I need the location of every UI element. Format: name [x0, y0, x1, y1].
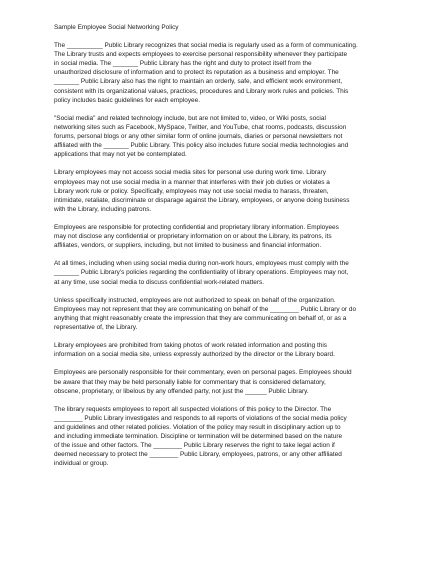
- paragraph-line: _______ Public Library's policies regarding the confidentiality of library operations. Employees may not,: [54, 269, 349, 277]
- paragraph-line: affiliates, vendors, or suppliers, including, but not limited to business and financial information.: [54, 242, 322, 250]
- paragraph-line: individual or group.: [54, 460, 109, 468]
- paragraph-line: employees may not use social media in a manner that interferes with their job duties or violates a: [54, 178, 330, 186]
- paragraph-line: in social media. The _______ Public Library has the right and duty to protect itself from the: [54, 60, 312, 68]
- policy-paragraph: [54, 259, 420, 286]
- paragraph-line: at any time, use social media to discuss confidential work-related matters.: [54, 278, 265, 286]
- document-title: Sample Employee Social Networking Policy: [54, 24, 179, 31]
- policy-paragraph: [54, 368, 420, 395]
- paragraph-line: applications that may not yet be contemplated.: [54, 151, 187, 159]
- policy-paragraph: [54, 405, 420, 469]
- paragraph-line: information on a social media site, unless expressly authorized by the director or the Library board.: [54, 351, 335, 359]
- policy-paragraph: [54, 296, 420, 332]
- paragraph-line: representative of, the Library.: [54, 324, 138, 331]
- paragraph-line: "Social media" and related technology include, but are not limited to, video, or Wiki posts, social: [54, 114, 326, 122]
- policy-body: [54, 41, 420, 468]
- paragraph-line: Employees may not represent that they are communicating on behalf of the ________ Public Library or do: [54, 305, 357, 313]
- paragraph-line: Library employees may not access social media sites for personal use during work time. Library: [54, 169, 326, 177]
- policy-paragraph: [54, 223, 420, 250]
- policy-paragraph: [54, 168, 420, 213]
- policy-paragraph: [54, 114, 420, 159]
- paragraph-line: _______ Public Library also has the right to maintain an orderly, safe, and efficient work environment,: [54, 78, 343, 86]
- paragraph-line: of the issue and other factors. The ________ Public Library reserves the right to take legal action if: [54, 442, 335, 450]
- paragraph-line: and guidelines and other related policies. Violation of the policy may result in disciplinary action up to: [54, 424, 341, 432]
- paragraph-line: with the Library, including patrons.: [54, 205, 152, 213]
- paragraph-line: anything that might reasonably create the impression that they are communicating on behalf of, or as a: [54, 314, 347, 322]
- paragraph-line: networking sites such as Facebook, MySpace, Twitter, and YouTube, chat rooms, podcasts, discussion: [54, 123, 347, 131]
- paragraph-line: intimidate, retaliate, discriminate or disparage against the Library, employees, or anyone doing business: [54, 196, 350, 204]
- paragraph-line: Library work rule or policy. Specifically, employees may not use social media to harass, threaten,: [54, 187, 329, 195]
- paragraph-line: Employees are personally responsible for their commentary, even on personal pages. Employees should: [54, 369, 352, 377]
- paragraph-line: The __________ Public Library recognizes that social media is regularly used as a form of communicating.: [54, 42, 358, 50]
- paragraph-line: ________ Public Library investigates and responds to all reports of violations of the social media policy: [54, 414, 347, 422]
- paragraph-line: The library requests employees to report all suspected violations of this policy to the Director. The: [54, 405, 332, 413]
- paragraph-line: policy includes basic guidelines for each employee.: [54, 96, 201, 104]
- policy-paragraph: [54, 341, 420, 359]
- paragraph-line: forums, personal blogs or any other similar form of online journals, diaries or personal newsletters not: [54, 133, 343, 141]
- paragraph-line: deemed necessary to protect the ________ Public Library, employees, patrons, or any other affiliated: [54, 451, 342, 459]
- policy-paragraph: [54, 41, 420, 105]
- paragraph-line: Unless specifically instructed, employees are not authorized to speak on behalf of the organization.: [54, 296, 336, 304]
- paragraph-line: be aware that they may be held personally liable for commentary that is considered defamatory,: [54, 378, 326, 386]
- paragraph-line: consistent with its organizational values, practices, procedures and Library work rules and policies. This: [54, 87, 349, 95]
- paragraph-line: unauthorized disclosure of information and to protect its reputation as a business and employer. The: [54, 69, 339, 77]
- paragraph-line: Employees are responsible for protecting confidential and proprietary library information. Employees: [54, 223, 339, 231]
- paragraph-line: and including immediate termination. Discipline or termination will be determined based on the nature: [54, 433, 343, 441]
- paragraph-line: may not disclose any confidential or proprietary information on or about the Library, its patrons, its: [54, 233, 332, 241]
- paragraph-line: Library employees are prohibited from taking photos of work related information and posting this: [54, 342, 328, 350]
- paragraph-line: affiliated with the _______ Public Library. This policy also includes future social media technologies and: [54, 142, 349, 150]
- paragraph-line: At all times, including when using social media during non-work hours, employees must comply with the: [54, 260, 349, 268]
- paragraph-line: obscene, proprietary, or libelous by any offended party, not just the ______ Public Library.: [54, 387, 309, 395]
- paragraph-line: The Library trusts and expects employees to exercise personal responsibility whenever they participate: [54, 51, 348, 59]
